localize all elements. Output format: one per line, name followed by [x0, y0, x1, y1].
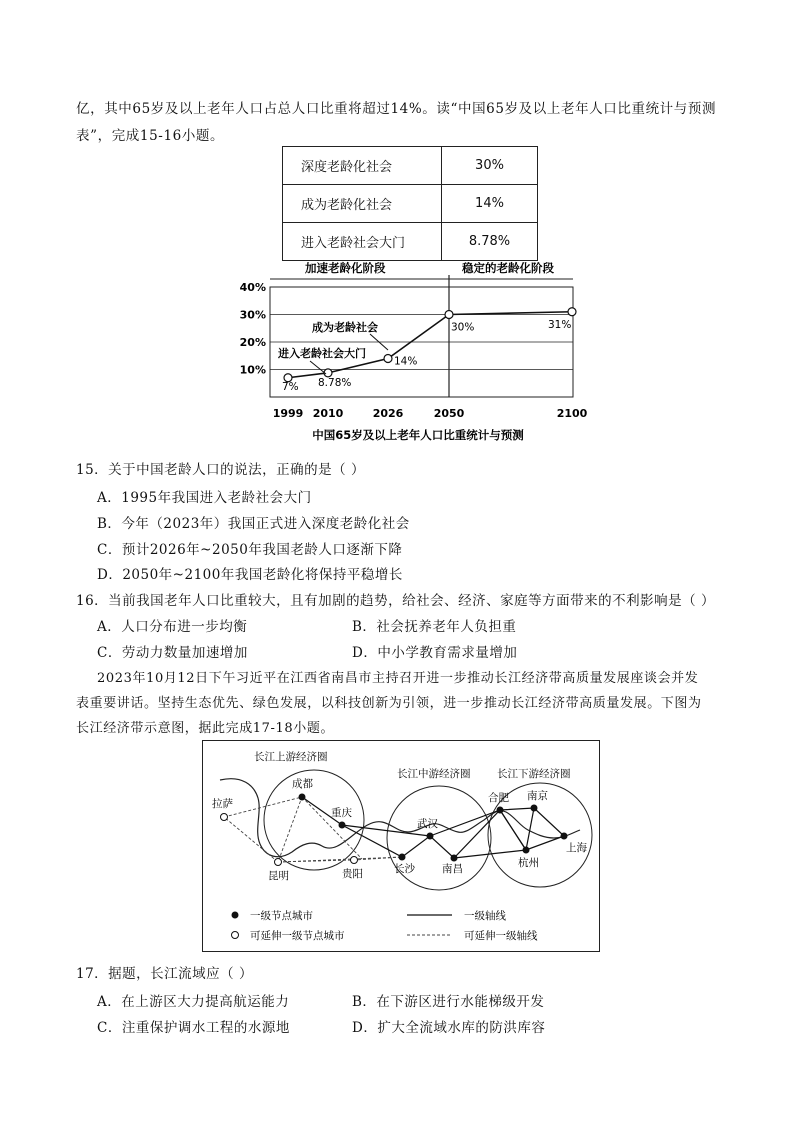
ext-node-lasa [221, 814, 228, 821]
q16-option-a[interactable]: A．人口分布进一步均衡 [97, 619, 248, 635]
intro-line-1: 亿，其中65岁及以上老年人口占总人口比重将超过14%。读“中国65岁及以上老年人口比重统计与预测 [76, 101, 717, 117]
node-shanghai [561, 833, 568, 840]
q17-option-d[interactable]: D．扩大全流域水库的防洪库容 [352, 1020, 546, 1036]
yangtze-economic-belt-map [202, 740, 600, 952]
q16-option-d[interactable]: D．中小学教育需求量增加 [352, 645, 518, 661]
x-tick-label: 2050 [433, 407, 465, 420]
legend-node-label: 一级节点城市 [250, 910, 313, 922]
city-nanchang: 南昌 [442, 863, 463, 875]
chart-title: 中国65岁及以上老年人口比重统计与预测 [312, 428, 524, 442]
data-point [445, 311, 453, 319]
table-row [283, 223, 538, 261]
y-tick-label: 10% [239, 363, 266, 377]
q17-option-c[interactable]: C．注重保护调水工程的水源地 [97, 1020, 290, 1036]
stage-right-label: 稳定的老龄化阶段 [462, 261, 554, 275]
table-row [283, 147, 538, 185]
q15-stem: 15．关于中国老龄人口的说法，正确的是（ ） [76, 462, 365, 478]
node-hefei [497, 807, 504, 814]
legend-ext-axis-label: 可延伸一级轴线 [464, 930, 538, 942]
point-label: 8.78% [318, 376, 352, 389]
node-nanchang [451, 855, 458, 862]
city-guiyang: 贵阳 [342, 868, 363, 880]
q17-option-b[interactable]: B．在下游区进行水能梯级开发 [352, 994, 545, 1010]
ext-node-kunming [275, 859, 282, 866]
q15-option-b[interactable]: B．今年（2023年）我国正式进入深度老龄化社会 [97, 516, 410, 532]
city-hangzhou: 杭州 [518, 857, 539, 869]
table-row [283, 185, 538, 223]
city-chongqing: 重庆 [331, 807, 352, 819]
legend-node-symbol [232, 912, 239, 919]
legend-ext-node-symbol [232, 932, 239, 939]
y-tick-label: 20% [239, 336, 266, 349]
node-hangzhou [523, 847, 530, 854]
annotation-aging-society: 成为老龄社会 [312, 321, 378, 334]
table-value: 30% [442, 147, 538, 185]
city-changsha: 长沙 [394, 863, 415, 875]
table-label: 成为老龄化社会 [283, 185, 442, 223]
node-nanjing [531, 805, 538, 812]
q16-option-c[interactable]: C．劳动力数量加速增加 [97, 645, 248, 661]
aging-line-chart [230, 258, 600, 448]
middle-circle-label: 长江中游经济圈 [397, 768, 471, 780]
q17-option-a[interactable]: A．在上游区大力提高航运能力 [97, 994, 290, 1010]
annotation-arrow [310, 361, 326, 374]
point-label: 14% [394, 355, 418, 368]
y-axis [240, 281, 266, 377]
table-value: 8.78% [442, 223, 538, 261]
node-wuhan [427, 833, 434, 840]
upper-circle-label: 长江上游经济圈 [254, 751, 328, 763]
x-tick-label: 1999 [272, 407, 304, 420]
city-wuhan: 武汉 [417, 818, 438, 830]
point-label: 31% [548, 318, 572, 331]
x-tick-label: 2010 [312, 407, 344, 420]
city-nanjing: 南京 [527, 790, 548, 802]
point-label: 7% [282, 380, 299, 393]
stage-left-label: 加速老龄化阶段 [305, 261, 386, 275]
legend-axis-label: 一级轴线 [464, 910, 506, 922]
q16-option-b[interactable]: B．社会抚养老年人负担重 [352, 619, 517, 635]
data-point [568, 308, 576, 316]
q15-option-d[interactable]: D．2050年~2100年我国老龄化将保持平稳增长 [97, 567, 403, 583]
y-tick-label: 40% [239, 281, 266, 294]
lower-circle-label: 长江下游经济圈 [497, 768, 571, 780]
city-hefei: 合肥 [488, 792, 509, 804]
node-chongqing [339, 822, 346, 829]
table-value: 14% [442, 185, 538, 223]
x-tick-label: 2100 [556, 407, 588, 420]
node-chengdu [299, 794, 306, 801]
q15-option-a[interactable]: A．1995年我国进入老龄社会大门 [97, 490, 312, 506]
q17-stem: 17．据题，长江流域应（ ） [76, 966, 253, 982]
table-label: 深度老龄化社会 [283, 147, 442, 185]
x-axis [273, 407, 588, 420]
data-point [384, 355, 392, 363]
city-kunming: 昆明 [268, 870, 289, 882]
y-tick-label: 30% [239, 308, 266, 322]
table-label: 进入老龄社会大门 [283, 223, 442, 261]
aging-ratio-table [282, 146, 538, 261]
city-lasa: 拉萨 [212, 798, 233, 810]
city-chengdu: 成都 [292, 778, 313, 790]
passage-line-1: 2023年10月12日下午习近平在江西省南昌市主持召开进一步推动长江经济带高质量发展座谈会并发 [97, 671, 699, 686]
legend-ext-node-label: 可延伸一级节点城市 [250, 930, 345, 942]
point-label: 30% [451, 321, 475, 334]
city-shanghai: 上海 [566, 842, 587, 854]
q15-option-c[interactable]: C．预计2026年~2050年我国老龄人口逐渐下降 [97, 542, 403, 558]
q16-stem: 16．当前我国老年人口比重较大，且有加剧的趋势，给社会、经济、家庭等方面带来的不利影响是（ ） [76, 593, 715, 609]
ext-node-guiyang [351, 857, 358, 864]
x-tick-label: 2026 [372, 407, 404, 420]
passage-line-2: 表重要讲话。坚持生态优先、绿色发展，以科技创新为引领，进一步推动长江经济带高质量发展。下图为 [76, 696, 702, 711]
node-changsha [399, 854, 406, 861]
passage-line-3: 长江经济带示意图，据此完成17-18小题。 [76, 721, 335, 736]
intro-line-2: 表”，完成15-16小题。 [76, 128, 225, 144]
annotation-enter-aging: 进入老龄社会大门 [278, 347, 366, 360]
data-points [284, 308, 576, 382]
